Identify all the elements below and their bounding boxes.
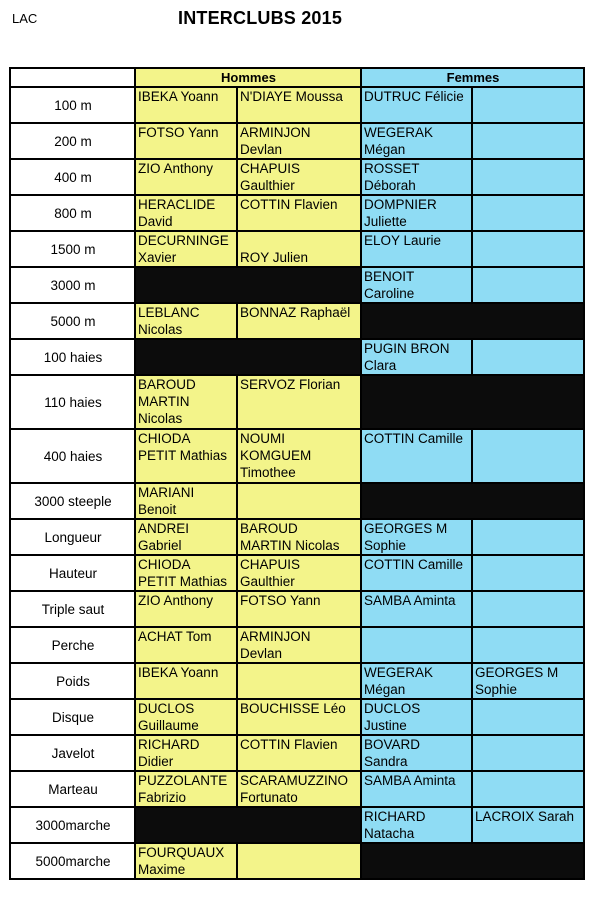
men-athlete-2: ARMINJON Devlan [237,627,361,663]
men-athlete-1: IBEKA Yoann [135,663,237,699]
results-table [9,67,585,880]
men-athlete-1: ZIO Anthony [135,591,237,627]
men-athlete-1: BAROUD MARTIN Nicolas [135,375,237,429]
women-athlete-1: WEGERAK Mégan [361,663,472,699]
table-row [10,195,584,231]
men-athlete-2: BOUCHISSE Léo [237,699,361,735]
event-name: Marteau [10,771,135,807]
men-athlete-2: COTTIN Flavien [237,195,361,231]
men-athlete-1: IBEKA Yoann [135,87,237,123]
women-athlete-1: WEGERAK Mégan [361,123,472,159]
men-athlete-1: FOURQUAUX Maxime [135,843,237,879]
women-no-entry-cell [361,375,584,429]
table-row [10,123,584,159]
women-athlete-2 [472,591,584,627]
women-athlete-1: BOVARD Sandra [361,735,472,771]
table-row [10,339,584,375]
women-athlete-1: COTTIN Camille [361,429,472,483]
event-name: 3000marche [10,807,135,843]
event-name: 5000 m [10,303,135,339]
men-athlete-1: ANDREI Gabriel [135,519,237,555]
women-athlete-1 [361,627,472,663]
women-athlete-2 [472,627,584,663]
table-row [10,771,584,807]
event-name: 400 m [10,159,135,195]
men-athlete-2: FOTSO Yann [237,591,361,627]
club-label: LAC [12,11,38,26]
event-name: Poids [10,663,135,699]
men-athlete-1: LEBLANC Nicolas [135,303,237,339]
event-name: 100 m [10,87,135,123]
women-athlete-1: DUCLOS Justine [361,699,472,735]
event-name: 1500 m [10,231,135,267]
men-athlete-2: BAROUD MARTIN Nicolas [237,519,361,555]
women-athlete-2 [472,555,584,591]
women-no-entry-cell [361,843,584,879]
women-athlete-1: PUGIN BRON Clara [361,339,472,375]
women-athlete-2 [472,267,584,303]
table-row [10,483,584,519]
men-athlete-1: CHIODA PETIT Mathias [135,555,237,591]
men-athlete-2: CHAPUIS Gaulthier [237,555,361,591]
event-name: 100 haies [10,339,135,375]
women-athlete-1: DOMPNIER Juliette [361,195,472,231]
event-name: 5000marche [10,843,135,879]
event-name: Disque [10,699,135,735]
men-athlete-2: COTTIN Flavien [237,735,361,771]
men-athlete-1: FOTSO Yann [135,123,237,159]
table-row [10,591,584,627]
table-row [10,87,584,123]
table-row [10,555,584,591]
women-athlete-1: COTTIN Camille [361,555,472,591]
women-athlete-1: SAMBA Aminta [361,771,472,807]
men-athlete-1: DECURNINGE Xavier [135,231,237,267]
women-athlete-1: SAMBA Aminta [361,591,472,627]
women-athlete-1: BENOIT Caroline [361,267,472,303]
women-athlete-1: GEORGES M Sophie [361,519,472,555]
event-name: 110 haies [10,375,135,429]
women-athlete-2 [472,429,584,483]
table-row [10,807,584,843]
women-athlete-2 [472,87,584,123]
women-athlete-2 [472,339,584,375]
men-athlete-1: HERACLIDE David [135,195,237,231]
men-no-entry-cell [135,807,361,843]
men-athlete-2: ARMINJON Devlan [237,123,361,159]
women-athlete-1: ELOY Laurie [361,231,472,267]
event-name: 3000 m [10,267,135,303]
men-athlete-2: SERVOZ Florian [237,375,361,429]
men-athlete-2: ROY Julien [237,231,361,267]
table-row [10,843,584,879]
event-name: Triple saut [10,591,135,627]
table-row [10,303,584,339]
men-athlete-2 [237,663,361,699]
women-athlete-2 [472,771,584,807]
event-name: Hauteur [10,555,135,591]
men-athlete-2 [237,483,361,519]
women-athlete-2 [472,699,584,735]
men-athlete-1: DUCLOS Guillaume [135,699,237,735]
men-athlete-2: NOUMI KOMGUEM Timothee [237,429,361,483]
event-name: Perche [10,627,135,663]
men-athlete-2: CHAPUIS Gaulthier [237,159,361,195]
women-athlete-2 [472,735,584,771]
men-no-entry-cell [135,267,361,303]
table-row [10,159,584,195]
event-name: 200 m [10,123,135,159]
header-blank-cell [10,68,135,87]
men-athlete-2: N'DIAYE Moussa [237,87,361,123]
table-row [10,429,584,483]
event-name: Longueur [10,519,135,555]
men-column-header: Hommes [135,68,361,87]
event-name: 400 haies [10,429,135,483]
table-row [10,663,584,699]
women-athlete-2 [472,159,584,195]
men-athlete-2: BONNAZ Raphaël [237,303,361,339]
women-athlete-1: DUTRUC Félicie [361,87,472,123]
men-athlete-1: PUZZOLANTE Fabrizio [135,771,237,807]
women-athlete-2: GEORGES M Sophie [472,663,584,699]
event-name: 3000 steeple [10,483,135,519]
table-row [10,699,584,735]
women-athlete-2 [472,231,584,267]
table-row [10,231,584,267]
table-row [10,375,584,429]
event-name: 800 m [10,195,135,231]
women-athlete-2 [472,519,584,555]
table-row [10,627,584,663]
women-no-entry-cell [361,483,584,519]
women-no-entry-cell [361,303,584,339]
women-athlete-1: RICHARD Natacha [361,807,472,843]
page-title: INTERCLUBS 2015 [178,8,343,28]
women-column-header: Femmes [361,68,584,87]
table-row [10,735,584,771]
men-athlete-1: CHIODA PETIT Mathias [135,429,237,483]
event-name: Javelot [10,735,135,771]
men-athlete-1: ZIO Anthony [135,159,237,195]
men-athlete-1: ACHAT Tom [135,627,237,663]
men-no-entry-cell [135,339,361,375]
table-header-row [10,68,584,87]
women-athlete-2 [472,123,584,159]
men-athlete-2 [237,843,361,879]
women-athlete-2: LACROIX Sarah [472,807,584,843]
men-athlete-1: RICHARD Didier [135,735,237,771]
men-athlete-1: MARIANI Benoit [135,483,237,519]
women-athlete-1: ROSSET Déborah [361,159,472,195]
men-athlete-2: SCARAMUZZINO Fortunato [237,771,361,807]
table-row [10,519,584,555]
table-row [10,267,584,303]
women-athlete-2 [472,195,584,231]
